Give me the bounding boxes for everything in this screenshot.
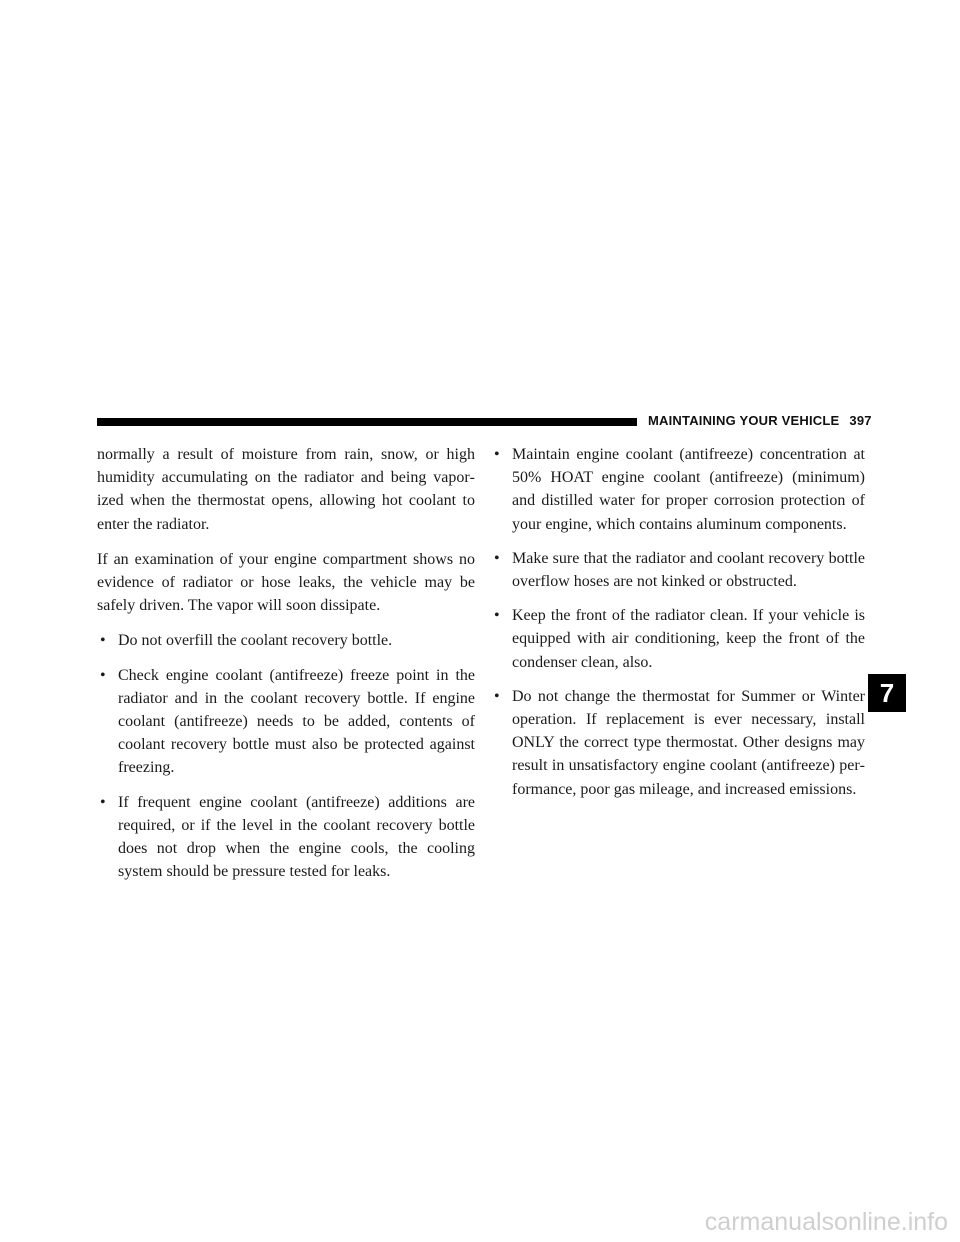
list-item xyxy=(491,604,865,674)
chapter-tab: 7 xyxy=(868,674,906,712)
list-item xyxy=(491,547,865,593)
list-item xyxy=(97,664,475,780)
watermark: carmanualsonline.info xyxy=(704,1208,948,1236)
list-item xyxy=(491,685,865,801)
list-item xyxy=(97,629,475,652)
bullet-icon: • xyxy=(494,607,500,625)
bullet-icon: • xyxy=(494,687,500,705)
list-item-text: If frequent engine coolant (antifreeze) additions are required, or if the level in the coolant recovery bottle does not drop when the engine cools, the cooling system should be pressure tested for leaks. xyxy=(118,793,475,881)
bullet-icon: • xyxy=(100,793,106,811)
bullet-icon: • xyxy=(100,632,106,650)
list-item xyxy=(97,791,475,884)
paragraph: If an examination of your engine compartment shows no evidence of radiator or hose leaks, the vehicle may be safely driven. The vapor will soon dissipate. xyxy=(97,550,475,615)
list-item-text: Make sure that the radiator and coolant recovery bottle overflow hoses are not kinked or obstructed. xyxy=(512,549,865,591)
running-header xyxy=(648,411,870,431)
list-item-text: Check engine coolant (antifreeze) freeze point in the radiator and in the coolant recovery bottle. If engine coolant (antifreeze) needs to be added, contents of coolant recovery bottle must also be protected against freezing. xyxy=(118,666,475,777)
list-item-text: Maintain engine coolant (antifreeze) concentration at 50% HOAT engine coolant (antifreeze) (minimum) and distilled water for proper corrosion protection of your engine, which contains aluminum components. xyxy=(512,446,865,533)
paragraph: normally a result of moisture from rain, snow, or high humidity accumulating on the radiator and being vaporized when the thermostat opens, allowing hot coolant to enter the radiator. xyxy=(97,446,475,533)
bullet-icon: • xyxy=(494,446,500,463)
list-item-text: Keep the front of the radiator clean. If your vehicle is equipped with air conditioning, keep the front of the condenser clean, also. xyxy=(512,607,865,671)
section-title: MAINTAINING YOUR VEHICLE xyxy=(648,413,840,428)
right-column xyxy=(491,443,865,812)
bullet-icon: • xyxy=(100,666,106,684)
list-item xyxy=(491,443,865,536)
bullet-icon: • xyxy=(494,549,500,567)
header-rule xyxy=(97,418,637,426)
list-item-text: Do not change the thermostat for Summer or Winter operation. If replacement is ever necessary, install ONLY the correct type thermostat. Other designs may result in unsatisfactory engine coolant (antifreeze) performance, poor gas mileage, and increased emissions. xyxy=(512,687,865,798)
bullet-list xyxy=(491,443,865,801)
left-column xyxy=(97,443,475,894)
list-item-text: Do not overfill the coolant recovery bottle. xyxy=(118,632,393,650)
bullet-list xyxy=(97,629,475,883)
page-number: 397 xyxy=(849,413,872,428)
